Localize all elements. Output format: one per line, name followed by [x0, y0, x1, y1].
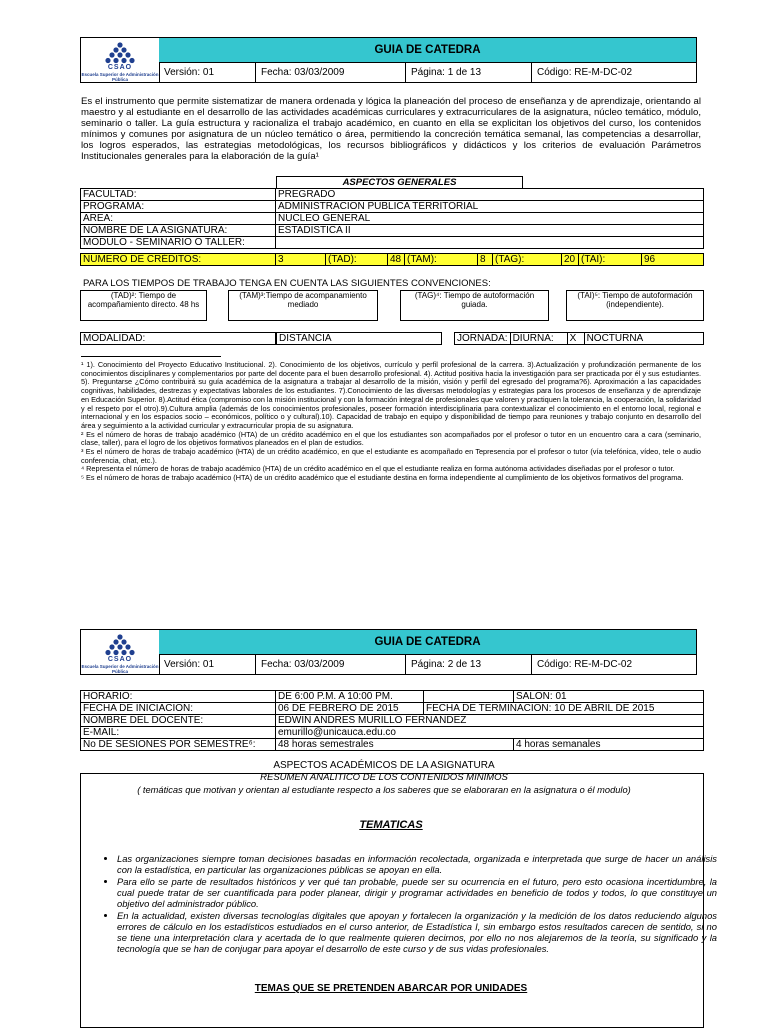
page-cell: Página: 1 de 13	[406, 63, 532, 82]
table-row	[455, 333, 704, 345]
inicio-label: FECHA DE INICIACION:	[81, 703, 276, 715]
intro-paragraph: Es el instrumento que permite sistematizar de manera ordenada y lógica la planeación del proceso de enseñanza y de aprendizaje, orientando al maestro y al estudiante en el desarrollo de las actividades académicas curriculares y extracurriculares de la asignatura, núcleo temático, módulo, seminario o taller. La guía estructura y racionaliza el trabajo académico, en cuanto en ella se explicitan los objetivos del curso, los contenidos mínimos y comunes por asignatura de un núcleo temático o área, permitiendo la concreción temática semanal, las competencias a desarrollar, los logros esperados, las estrategias metodológicas, los recursos bibliográficos y didácticos y los criterios de evaluación Parámetros Institucionales generales para la elaboración de la guía¹	[81, 96, 701, 162]
program-label: PROGRAMA:	[81, 201, 276, 213]
tad-value: 48	[388, 254, 405, 266]
document-title: GUIA DE CATEDRA	[159, 630, 696, 655]
area-value: NUCLEO GENERAL	[276, 213, 704, 225]
list-item: • Para ello se parte de resultados históricos y ver qué tan probable, puede ser su ocurrencia en el futuro, pero esto ocasiona incertidumbre, la cual puede tratar de ser cuantificada para poder planear, dirigir y programar actividades en beneficio de todos y todos, lo que constituye un objetivo del administrador público.	[117, 876, 717, 909]
table-row	[277, 333, 442, 345]
version-cell: Versión: 01	[159, 63, 256, 82]
tag-label: (TAG):	[493, 254, 562, 266]
list-item: • En la actualidad, existen diversas tecnologías digitales que apoyan y fortalecen la organización y la medición de los datos reduciendo algunos errores de cálculo en los estadísticos estudiados en el curso anterior, de Estadística I, sin embargo estos resultados carecen de sentido, si no se tiene una interpretación clara y acertada de lo que realmente quieren decirnos, por ello no nos alejaremos de la teoría, su significado y la tecnología que se han de conjugar para apoyar el desarrollo de este curso y de sus vidas profesionales.	[117, 910, 717, 954]
document-header-page-2	[80, 629, 697, 675]
code-cell: Código: RE-M-DC-02	[537, 67, 633, 78]
footnote-3: ³ Es el número de horas de trabajo académico (HTA) de un crédito académico, en que el estudiante es acompañado en Tepresencia por el profesor o tutor (vía telefónica, vídeo, tele o audio conferencia, chat, etc.).	[81, 447, 701, 465]
nocturna-label: NOCTURNA	[584, 333, 703, 345]
subject-label: NOMBRE DE LA ASIGNATURA:	[81, 225, 276, 237]
table-row	[81, 213, 704, 225]
credits-value: 3	[276, 254, 326, 266]
horario-value: DE 6:00 P.M. A 10:00 PM.	[276, 691, 424, 703]
logo-text: Escuela Superior de Administración Pública	[81, 72, 159, 82]
module-value	[276, 237, 704, 249]
area-label: AREA:	[81, 213, 276, 225]
tam-value: 8	[478, 254, 493, 266]
document-title: GUIA DE CATEDRA	[159, 38, 696, 63]
academic-subnote: ( temáticas que motivan y orientan al estudiante respecto a los saberes que se elaboraran en la asignatura o él modulo)	[137, 785, 631, 795]
docente-value: EDWIN ANDRES MURILLO FERNANDEZ	[276, 715, 704, 727]
subject-value: ESTADISTICA II	[276, 225, 704, 237]
program-value: ADMINISTRACION PUBLICA TERRITORIAL	[276, 201, 704, 213]
diurna-mark: X	[567, 333, 584, 345]
institution-logo	[81, 38, 160, 82]
empty-cell	[424, 691, 514, 703]
logo-dots-icon	[105, 634, 135, 656]
code-cell: Código: RE-M-DC-02	[537, 659, 633, 670]
academic-subheading: RESUMEN ANALITICO DE LOS CONTENIDOS MINIMOS	[260, 772, 508, 783]
salon-value: SALON: 01	[514, 691, 704, 703]
tag-value: 20	[562, 254, 579, 266]
logo-acronym: CSAO	[107, 64, 133, 71]
jornada-label: JORNADA:	[455, 333, 511, 345]
footnotes	[81, 361, 701, 483]
jornada-table	[454, 332, 704, 345]
table-row	[81, 189, 704, 201]
footnote-separator	[81, 356, 221, 357]
institution-logo	[81, 630, 160, 674]
faculty-value: PREGRADO	[276, 189, 704, 201]
credits-table	[80, 253, 704, 266]
credits-label: NUMERO DE CRÉDITOS:	[81, 254, 276, 266]
academic-heading: ASPECTOS ACADÉMICOS DE LA ASIGNATURA	[273, 760, 495, 771]
footnote-5: ⁵ Es el número de horas de trabajo académico (HTA) de un crédito académico que el estudiante destina en forma independiente al cumplimiento de los objetivos formativos del programa.	[81, 473, 684, 483]
list-item: • Las organizaciones siempre toman decisiones basadas en información recolectada, organizada e interpretada que surge de hacer un análisis con la estadística, en particular las organizaciones públicas se apoyan en ella.	[117, 853, 717, 875]
sesiones-label: No DE SESIONES POR SEMESTRE⁶:	[81, 739, 276, 751]
schedule-table	[80, 690, 704, 751]
logo-acronym: CSAO	[107, 656, 133, 663]
table-row	[81, 739, 704, 751]
footnote-1: ¹ 1). Conocimiento del Proyecto Educativo Institucional. 2). Conocimiento de los objetivos, currículo y perfil profesional de la carrera. 3).Actualización y profundización permanente de los conocimientos disciplinares y complementarios por parte del docente para el buen desarrollo profesional. 4). Actitud positiva hacia la investigación para ser practicada por él y sus estudiantes. 5). Preguntarse ¿Cómo contribuirá su guía académica de la asignatura a trabajar al desarrollo de la misión, visión y perfil del egresado del programa?6). Aproximación a las capacidades cognitivas, habilidades, destrezas y expectativas laborales de los estudiantes. 7).Conocimiento de las diversas metodologías y estrategias para los procesos de enseñanza y de aprendizaje en Educación Superior. 8).Actitud ética (compromiso con la misión institucional y con la formación integral de profesionales que valoren y practiquen la tolerancia, la cooperación, la solidaridad y el respeto por el otro).9).Cultura amplia (además de los conocimientos profesionales, poseer formación interdisciplinaria para contextualizar el conocimiento en el entorno local, regional e internacional y en los espacios socio – económicos, político o y cultural).10). Capacidad de trabajo en equipo y disponibilidad de tiempo para reuniones y trabajo conjunto en desarrollo del área y seguimiento a la actividad curricular y extracurricular propia de su asignatura.	[81, 360, 701, 430]
document-header	[80, 37, 697, 83]
table-row	[81, 703, 704, 715]
table-row	[81, 333, 276, 345]
tag-convention: (TAG)⁴: Tiempo de autoformación guiada.	[400, 290, 549, 321]
termino-value: FECHA DE TERMINACION: 10 DE ABRIL DE 2015	[424, 703, 704, 715]
tad-label: (TAD):	[326, 254, 388, 266]
date-cell: Fecha: 03/03/2009	[256, 655, 406, 674]
modality-value-table	[276, 332, 442, 345]
docente-label: NOMBRE DEL DOCENTE:	[81, 715, 276, 727]
page-cell: Página: 2 de 13	[406, 655, 532, 674]
modality-label-table	[80, 332, 276, 345]
sesiones-value: 48 horas semestrales	[276, 739, 514, 751]
modality-label: MODALIDAD:	[81, 333, 276, 345]
inicio-value: 06 DE FEBRERO DE 2015	[276, 703, 424, 715]
table-row	[81, 691, 704, 703]
table-row	[81, 237, 704, 249]
tai-label: (TAI):	[579, 254, 642, 266]
diurna-label: DIURNA:	[510, 333, 567, 345]
footnote-2: ² Es el número de horas de trabajo académico (HTA) de un crédito académico en el que los estudiantes son acompañados por el profesor o tutor en un encuentro cara a cara (seminario, clase, taller), para el logro de los objetivos formativos planeados en el plan de estudios.	[81, 429, 701, 448]
table-row	[81, 225, 704, 237]
tematicas-list	[100, 853, 717, 955]
tam-label: (TAM):	[405, 254, 478, 266]
logo-text: Escuela Superior de Administración Pública	[81, 664, 159, 674]
conventions-heading: PARA LOS TIEMPOS DE TRABAJO TENGA EN CUENTA LAS SIGUIENTES CONVENCIONES:	[83, 278, 491, 289]
logo-dots-icon	[105, 42, 135, 64]
email-label: E-MAIL:	[81, 727, 276, 739]
tematicas-heading: TEMATICAS	[359, 819, 423, 831]
tad-convention: (TAD)²: Tiempo de acompañamiento directo. 48 hs	[80, 290, 207, 321]
modality-value: DISTANCIA	[277, 333, 442, 345]
table-row	[81, 715, 704, 727]
table-row	[81, 727, 704, 739]
tai-convention: (TAI)⁵: Tiempo de autoformación (independiente).	[566, 290, 704, 321]
table-row	[81, 201, 704, 213]
email-value: emurillo@unicauca.edu.co	[276, 727, 704, 739]
horario-label: HORARIO:	[81, 691, 276, 703]
general-table	[80, 188, 704, 249]
version-cell: Versión: 01	[159, 655, 256, 674]
general-heading: ASPECTOS GENERALES	[276, 176, 523, 189]
table-row	[81, 254, 704, 266]
units-heading: TEMAS QUE SE PRETENDEN ABARCAR POR UNIDADES	[254, 983, 528, 994]
module-label: MODULO - SEMINARIO O TALLER:	[81, 237, 276, 249]
semanales-value: 4 horas semanales	[514, 739, 704, 751]
footnote-4: ⁴ Representa el número de horas de trabajo académico (HTA) de un crédito académico en el que el estudiante realiza en forma autónoma actividades diseñadas por el profesor o tutor.	[81, 464, 675, 474]
tai-value: 96	[642, 254, 704, 266]
date-cell: Fecha: 03/03/2009	[256, 63, 406, 82]
faculty-label: FACULTAD:	[81, 189, 276, 201]
tam-convention: (TAM)³:Tiempo de acompanamiento mediado	[228, 290, 378, 321]
